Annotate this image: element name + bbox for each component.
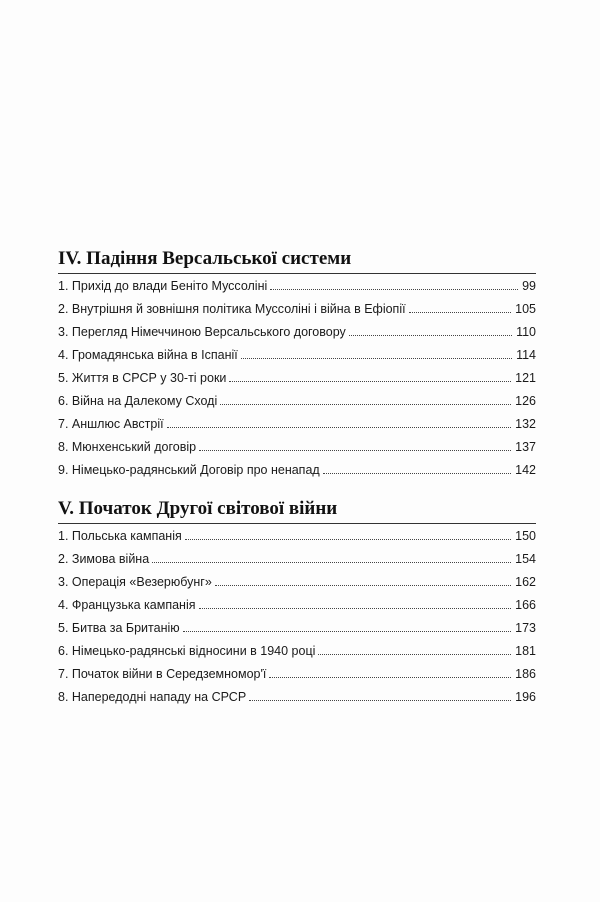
section-title: V. Початок Другої світової війни <box>58 498 338 519</box>
dot-leader <box>409 312 512 313</box>
entry-page-number: 186 <box>515 667 536 681</box>
toc-entry <box>58 435 536 455</box>
dot-leader <box>270 289 518 290</box>
dot-leader <box>185 539 511 540</box>
entry-title: 9. Німецько-радянський Договір про ненапад <box>58 463 320 477</box>
dot-leader <box>199 450 511 451</box>
entry-page-number: 181 <box>515 644 536 658</box>
entry-title: 5. Битва за Британію <box>58 621 180 635</box>
entry-title: 6. Німецько-радянські відносини в 1940 році <box>58 644 316 658</box>
entry-title: 7. Початок війни в Середземномор'ї <box>58 667 267 681</box>
entry-page-number: 196 <box>515 690 536 704</box>
entry-title: 4. Французька кампанія <box>58 598 196 612</box>
entry-title: 1. Польська кампанія <box>58 529 182 543</box>
toc-entry <box>58 366 536 386</box>
entry-title: 8. Мюнхенський договір <box>58 440 197 454</box>
entry-title: 5. Життя в СРСР у 30-ті роки <box>58 371 227 385</box>
entry-title: 2. Зимова війна <box>58 552 150 566</box>
toc-entry <box>58 593 536 613</box>
toc-entry <box>58 274 536 294</box>
entry-page-number: 150 <box>515 529 536 543</box>
entry-page-number: 121 <box>515 371 536 385</box>
dot-leader <box>249 700 511 701</box>
entry-page-number: 166 <box>515 598 536 612</box>
entry-title: 7. Аншлюс Австрії <box>58 417 164 431</box>
dot-leader <box>183 631 512 632</box>
entry-title: 8. Напередодні нападу на СРСР <box>58 690 247 704</box>
entry-page-number: 173 <box>515 621 536 635</box>
toc-entry <box>58 412 536 432</box>
dot-leader <box>229 381 511 382</box>
entry-page-number: 126 <box>515 394 536 408</box>
dot-leader <box>318 654 511 655</box>
toc-entry <box>58 662 536 682</box>
entry-page-number: 162 <box>515 575 536 589</box>
dot-leader <box>215 585 511 586</box>
toc-entry <box>58 685 536 705</box>
entry-title: 4. Громадянська війна в Іспанії <box>58 348 238 362</box>
toc-entry <box>58 570 536 590</box>
entry-page-number: 114 <box>516 348 536 362</box>
entry-title: 3. Операція «Везерюбунг» <box>58 575 212 589</box>
dot-leader <box>152 562 511 563</box>
toc-entry <box>58 320 536 340</box>
entry-page-number: 105 <box>515 302 536 316</box>
entry-page-number: 110 <box>516 325 536 339</box>
entry-page-number: 142 <box>515 463 536 477</box>
entry-title: 1. Прихід до влади Беніто Муссоліні <box>58 279 268 293</box>
toc-entry <box>58 547 536 567</box>
dot-leader <box>323 473 511 474</box>
dot-leader <box>199 608 512 609</box>
toc-entry <box>58 458 536 478</box>
entry-page-number: 137 <box>515 440 536 454</box>
entry-title: 3. Перегляд Німеччиною Версальського договору <box>58 325 346 339</box>
entry-title: 2. Внутрішня й зовнішня політика Муссоліні і війна в Ефіопії <box>58 302 406 316</box>
entry-page-number: 154 <box>515 552 536 566</box>
dot-leader <box>241 358 512 359</box>
entry-page-number: 132 <box>515 417 536 431</box>
toc-entry <box>58 389 536 409</box>
section-title: IV. Падіння Версальської системи <box>58 248 352 269</box>
dot-leader <box>269 677 511 678</box>
entry-page-number: 99 <box>522 279 536 293</box>
entry-title: 6. Війна на Далекому Сході <box>58 394 218 408</box>
toc-entry <box>58 639 536 659</box>
toc-entry <box>58 297 536 317</box>
dot-leader <box>167 427 512 428</box>
toc-entry <box>58 343 536 363</box>
dot-leader <box>220 404 511 405</box>
toc-entry <box>58 616 536 636</box>
dot-leader <box>349 335 512 336</box>
toc-entry <box>58 524 536 544</box>
